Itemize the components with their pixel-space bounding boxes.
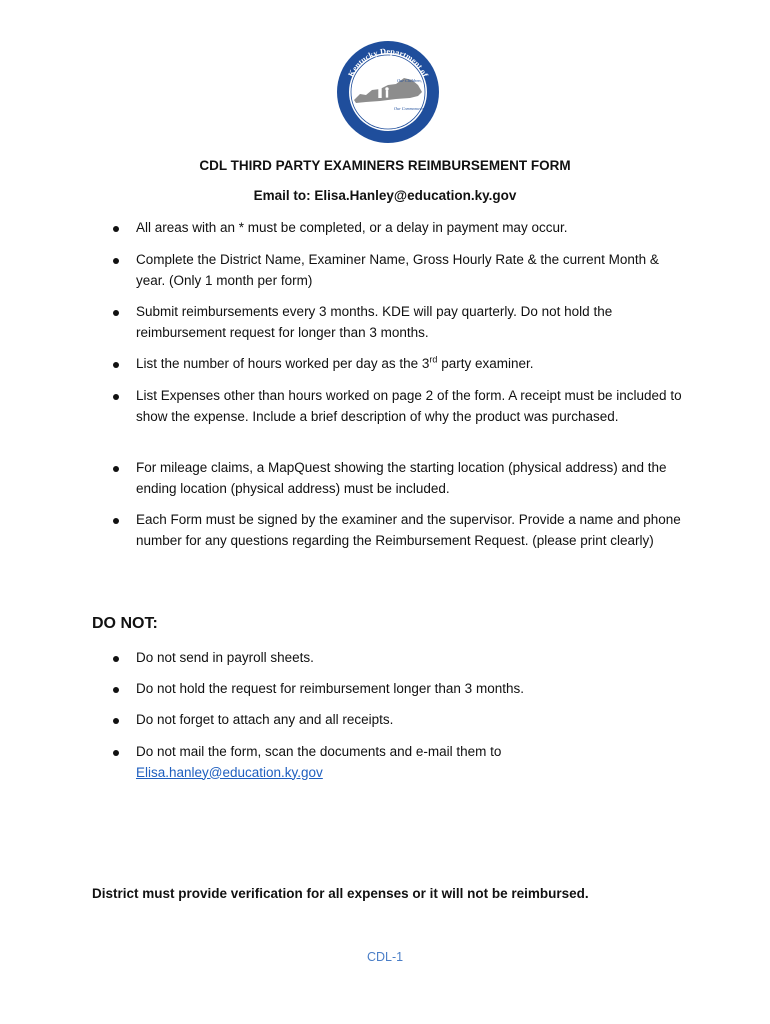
kde-seal-logo (336, 40, 440, 144)
bullet-icon (113, 362, 119, 368)
document-page: Our Children, Our Commonwealth Kentucky Department of CDL THIRD PARTY EXAMINERS REIMBURSEMENT FORM Email to: Elisa.Hanley@education.ky.gov All areas with an * must be completed, or a delay in payment may occur. Complete the District Name, Examiner Name, Gross Hourly Rate & the current Month & year. (Only 1 month per form) Submit reimbursements every 3 months. KDE will pay quarterly. Do not hold the reimbursement request for longer than 3 months. List the number of hours worked per day as the 3rd party examiner. List Expenses other than hours worked on page 2 of the form. A receipt must be included to show the expense. Include a brief description of why the product was purchased. For mileage claims, a MapQuest showing the starting location (physical address) and the ending location (physical address) must be included. Each Form must be signed by the examiner and the supervisor. Provide a name and phone number for any questions regarding the Reimbursement Request. (please print clearly) DO NOT: Do not send in payroll sheets. Do not hold the request for reimbursement longer than 3 months. Do not forget to attach any and all receipts. Do not mail the form, scan the documents and e-mail them to Elisa.hanley@education.ky.gov District must provide verification for all expenses or it will not be reimbursed. CDL-1 (0, 0, 770, 1024)
bullet-icon (113, 687, 119, 693)
bullet-icon (113, 258, 119, 264)
bullet-icon (113, 310, 119, 316)
verification-note: District must provide verification for all expenses or it will not be reimbursed. (92, 886, 589, 901)
form-title: CDL THIRD PARTY EXAMINERS REIMBURSEMENT FORM (199, 158, 571, 173)
bullet-icon (113, 656, 119, 662)
seal-motto-1: Our Children, (397, 78, 422, 83)
do-not-heading: DO NOT: (92, 615, 158, 632)
seal-arc-top: Kentucky Department of (346, 46, 430, 79)
email-line: Email to: Elisa.Hanley@education.ky.gov (253, 188, 517, 203)
bullet-icon (113, 394, 119, 400)
bullet-icon (113, 466, 119, 472)
bullet-icon (113, 226, 119, 232)
bullet-icon (113, 750, 119, 756)
bullet-icon (113, 518, 119, 524)
bullet-icon (113, 718, 119, 724)
email-link[interactable]: Elisa.hanley@education.ky.gov (136, 764, 323, 780)
seal-motto-2: Our Commonwealth (394, 106, 429, 111)
page-number: CDL-1 (366, 950, 404, 964)
